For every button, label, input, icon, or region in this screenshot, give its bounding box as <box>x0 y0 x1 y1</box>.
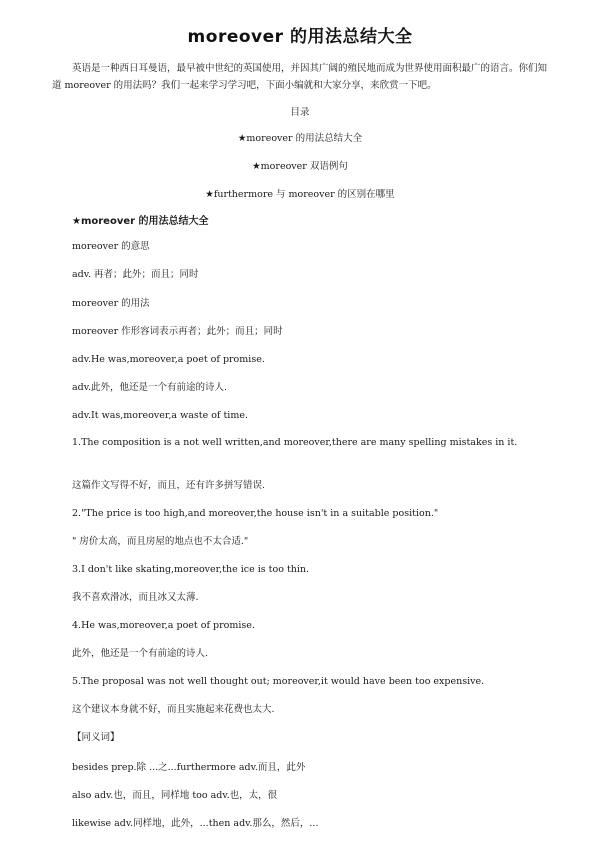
example-translation: 我不喜欢滑冰，而且冰又太薄. <box>72 592 199 603</box>
example-sentence: 5.The proposal was not well thought out; moreover,it would have been too expensive. <box>72 676 485 687</box>
example-translation: 这个建议本身就不好，而且实施起来花费也太大. <box>72 704 275 715</box>
example-sentence: 3.I don't like skating,moreover,the ice is too thin. <box>72 564 310 575</box>
synonym-line: also adv.也，而且，同样地 too adv.也，太，很 <box>72 790 278 801</box>
toc-item-usage[interactable]: ★moreover 的用法总结大全 <box>237 133 363 144</box>
example-sentence: 4.He was,moreover,a poet of promise. <box>72 620 255 631</box>
synonyms-heading: 【同义词】 <box>72 732 120 743</box>
intro-paragraph: 英语是一种西日耳曼语，最早被中世纪的英国使用，并因其广阔的殖民地而成为世界使用面积最广的语言。你们知道 moreover 的用法吗？我们一起来学习学习吧，下面小编就和大家分享，来欣赏一下吧。 <box>52 63 548 91</box>
text-line: moreover 的用法 <box>72 298 150 309</box>
section-heading: ★moreover 的用法总结大全 <box>72 216 209 227</box>
page-title: moreover 的用法总结大全 <box>187 27 413 47</box>
synonym-line: besides prep.除 ...之...furthermore adv.而且，此外 <box>72 762 306 773</box>
example-sentence: adv.It was,moreover,a waste of time. <box>72 410 248 421</box>
example-translation: " 房价太高，而且房屋的地点也不太合适." <box>72 536 249 547</box>
example-sentence: 2."The price is too high,and moreover,the house isn't in a suitable position." <box>72 508 439 519</box>
toc-heading: 目录 <box>290 107 310 118</box>
text-line: moreover 的意思 <box>72 241 150 252</box>
toc-item-examples[interactable]: ★moreover 双语例句 <box>252 161 348 172</box>
synonym-line: likewise adv.同样地，此外，...then adv.那么，然后，... <box>72 818 319 829</box>
text-line: moreover 作形容词表示再者；此外；而且；同时 <box>72 326 283 337</box>
toc-item-difference[interactable]: ★furthermore 与 moreover 的区别在哪里 <box>205 189 395 200</box>
example-translation: adv.此外，他还是一个有前途的诗人. <box>72 382 228 393</box>
example-translation: 此外，他还是一个有前途的诗人. <box>72 648 209 659</box>
text-line: adv. 再者；此外；而且；同时 <box>72 269 199 280</box>
example-sentence: 1.The composition is a not well written,and moreover,there are many spelling mistakes in it. <box>72 437 518 448</box>
example-translation: 这篇作文写得不好，而且，还有许多拼写错误. <box>72 480 266 491</box>
example-sentence: adv.He was,moreover,a poet of promise. <box>72 354 265 365</box>
